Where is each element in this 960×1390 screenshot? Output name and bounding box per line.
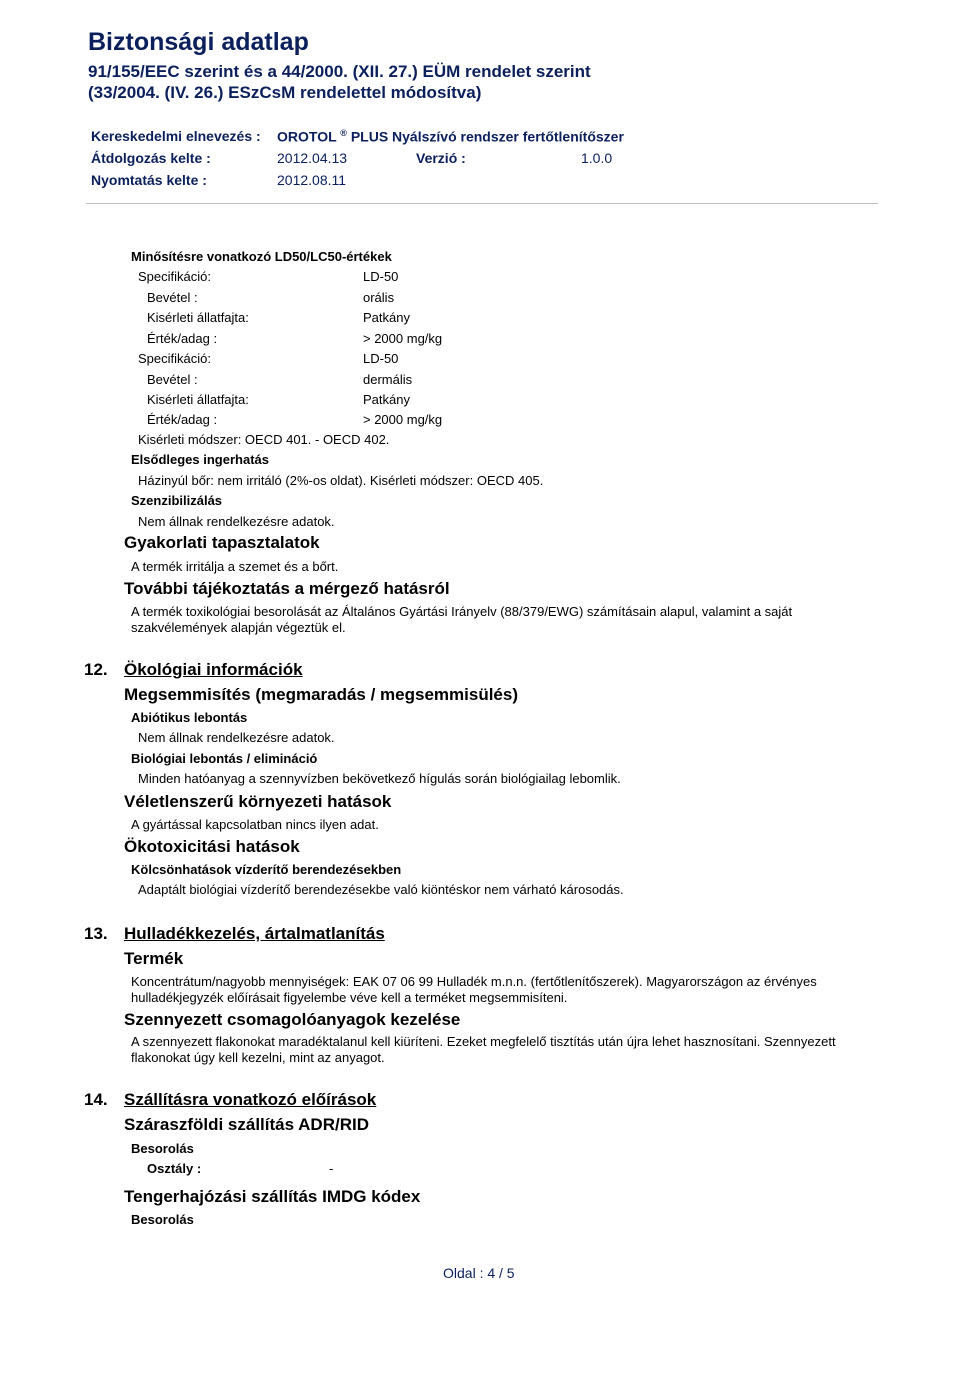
spec-value: LD-50 [363,269,399,284]
species-label: Kisérleti állatfajta: [147,310,249,325]
version-value: 1.0.0 [581,150,613,166]
sensitization-heading: Szenzibilizálás [131,493,223,508]
intake-value: orális [363,290,395,305]
abiotic-text: Nem állnak rendelkezésre adatok. [138,730,335,745]
spec-label: Specifikáció: [138,269,211,284]
trade-name-label: Kereskedelmi elnevezés : [91,128,261,144]
document-title: Biztonsági adatlap [88,28,309,56]
abiotic-heading: Abiótikus lebontás [131,710,248,725]
ecotox-heading: Ökotoxicitási hatások [124,837,300,856]
accidental-text: A gyártással kapcsolatban nincs ilyen adat. [131,817,379,832]
land-transport-heading: Száraszföldi szállítás ADR/RID [124,1115,369,1134]
packaging-text: A szennyezett flakonokat maradéktalanul kell kiüríteni. Ezeket megfelelő tisztítás után újra lehet hasznosítani. Szennyezett flakonokat úgy kell kezelni, mint az anyagot. [131,1034,836,1065]
test-method: Kisérleti módszer: OECD 401. - OECD 402. [138,432,390,447]
section-13-title: Hulladékkezelés, ártalmatlanítás [124,924,385,943]
regulation-line-2: (33/2004. (IV. 26.) ESzCsM rendelettel módosítva) [88,83,482,102]
version-label: Verzió : [416,150,466,166]
section-12-title: Ökológiai információk [124,660,303,679]
biotic-text: Minden hatóanyag a szennyvízben bekövetkező hígulás során biológiailag lebomlik. [138,771,621,786]
wwtp-heading: Kölcsönhatások vízderítő berendezésekben [131,862,402,877]
sensitization-text: Nem állnak rendelkezésre adatok. [138,514,335,529]
trade-name-value: OROTOL ® PLUS Nyálszívó rendszer fertőtlenítőszer [277,128,624,145]
spec-value: LD-50 [363,351,399,366]
revision-date-value: 2012.04.13 [277,150,348,166]
class-label: Osztály : [147,1161,202,1176]
persistence-heading: Megsemmisítés (megmaradás / megsemmisülés) [124,685,519,704]
dose-value: > 2000 mg/kg [363,331,443,346]
species-value: Patkány [363,392,410,407]
section-14-title: Szállításra vonatkozó előírások [124,1090,377,1109]
packaging-heading: Szennyezett csomagolóanyagok kezelése [124,1010,461,1029]
biotic-heading: Biológiai lebontás / elimináció [131,751,318,766]
sea-classification-heading: Besorolás [131,1212,194,1227]
wwtp-text: Adaptált biológiai vízderítő berendezésekbe való kiöntéskor nem várható károsodás. [138,882,624,897]
dose-label: Érték/adag : [147,412,218,427]
intake-label: Bevétel : [147,290,198,305]
header-divider [86,203,878,204]
further-info-text: A termék toxikológiai besorolását az Általános Gyártási Irányelv (88/379/EWG) számításain alapul, valamint a saját szakvélemények alapján végeztük el. [131,604,793,635]
dose-value: > 2000 mg/kg [363,412,443,427]
product-heading: Termék [124,949,184,968]
practical-experience-heading: Gyakorlati tapasztalatok [124,533,320,552]
class-value: - [329,1161,334,1176]
ld50-heading: Minősítésre vonatkozó LD50/LC50-értékek [131,249,392,264]
intake-value: dermális [363,372,413,387]
spec-label: Specifikáció: [138,351,211,366]
section-14-number: 14. [84,1090,108,1109]
accidental-heading: Véletlenszerű környezeti hatások [124,792,392,811]
revision-date-label: Átdolgozás kelte : [91,150,211,166]
product-text: Koncentrátum/nagyobb mennyiségek: EAK 07 06 99 Hulladék m.n.n. (fertőtlenítőszerek). Magyarországon az érvényes hulladékjegyzék előírásait figyelembe véve kell a terméket megsemmisíteni. [131,974,817,1005]
page-number: Oldal : 4 / 5 [443,1265,515,1281]
section-13-number: 13. [84,924,108,943]
practical-experience-text: A termék irritálja a szemet és a bőrt. [131,559,339,574]
print-date-value: 2012.08.11 [277,172,347,188]
irritation-heading: Elsődleges ingerhatás [131,452,269,467]
species-label: Kisérleti állatfajta: [147,392,249,407]
dose-label: Érték/adag : [147,331,218,346]
print-date-label: Nyomtatás kelte : [91,172,207,188]
land-classification-heading: Besorolás [131,1141,194,1156]
species-value: Patkány [363,310,410,325]
further-info-heading: További tájékoztatás a mérgező hatásról [124,579,450,598]
sea-transport-heading: Tengerhajózási szállítás IMDG kódex [124,1187,421,1206]
section-12-number: 12. [84,660,108,679]
intake-label: Bevétel : [147,372,198,387]
regulation-line-1: 91/155/EEC szerint és a 44/2000. (XII. 27.) EÜM rendelet szerint [88,62,591,81]
irritation-text: Házinyúl bőr: nem irritáló (2%-os oldat). Kisérleti módszer: OECD 405. [138,473,544,488]
